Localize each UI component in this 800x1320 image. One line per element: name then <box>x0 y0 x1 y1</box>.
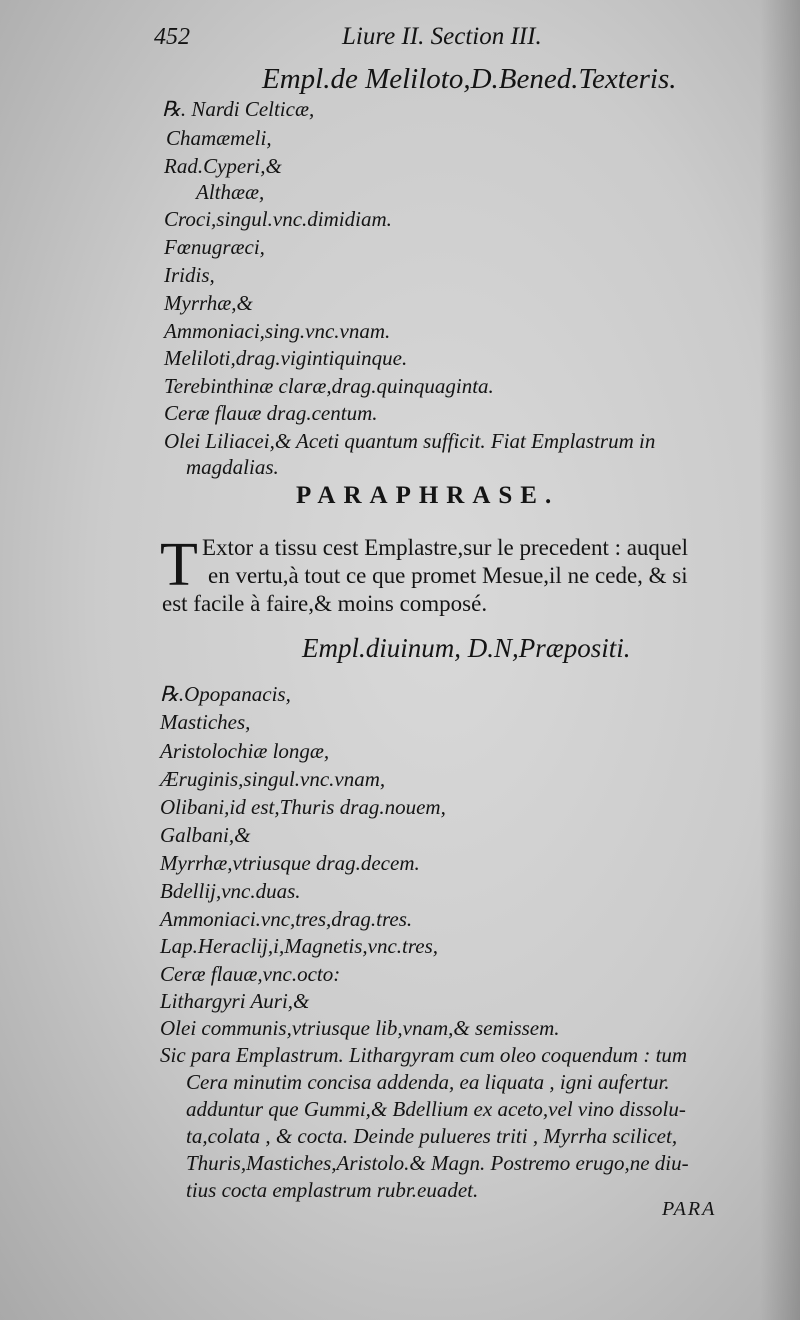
catchword: PARA <box>662 1198 717 1220</box>
recipe1-line: Meliloti,drag.vigintiquinque. <box>164 346 408 370</box>
recipe1-title: Empl.de Meliloto,D.Bened.Texteris. <box>262 63 677 95</box>
recipe1-line: Myrrhæ,& <box>164 291 253 315</box>
recipe1-line: magdalias. <box>186 455 279 479</box>
recipe1-line: Olei Liliacei,& Aceti quantum sufficit. Fiat Emplastrum in <box>164 429 656 453</box>
paraphrase-line: est facile à faire,& moins composé. <box>162 591 488 616</box>
page-number: 452 <box>154 24 190 50</box>
recipe1-line: Rad.Cyperi,& <box>164 154 282 178</box>
recipe2-line: Ceræ flauæ,vnc.octo: <box>160 962 341 986</box>
recipe2-line: Lithargyri Auri,& <box>160 989 310 1013</box>
recipe1-line: Ammoniaci,sing.vnc.vnam. <box>164 319 391 343</box>
paraphrase-line: en vertu,à tout ce que promet Mesue,il ne cede, & si <box>208 563 688 588</box>
paraphrase-line: Extor a tissu cest Emplastre,sur le precedent : auquel <box>202 535 689 560</box>
drop-cap: T <box>160 531 198 599</box>
recipe2-line: Ammoniaci.vnc,tres,drag.tres. <box>160 907 413 931</box>
recipe1-line: Chamæmeli, <box>166 126 272 150</box>
paraphrase-heading: PARAPHRASE. <box>296 482 560 509</box>
recipe2-line: Olei communis,vtriusque lib,vnam,& semissem. <box>160 1016 560 1040</box>
recipe2-line: Myrrhæ,vtriusque drag.decem. <box>160 851 420 875</box>
recipe2-line: Bdellij,vnc.duas. <box>160 879 301 903</box>
recipe1-line: ℞. Nardi Celticæ, <box>162 97 315 121</box>
recipe1-line: Ceræ flauæ drag.centum. <box>164 401 378 425</box>
recipe2-line: Mastiches, <box>160 710 251 734</box>
recipe2-line: Sic para Emplastrum. Lithargyram cum oleo coquendum : tum <box>160 1043 688 1067</box>
recipe2-line: Aristolochiæ longæ, <box>160 739 330 763</box>
recipe2-line: Cera minutim concisa addenda, ea liquata , igni aufertur. <box>186 1070 670 1094</box>
recipe2-line: ta,colata , & cocta. Deinde pulueres triti , Myrrha scilicet, <box>186 1124 678 1148</box>
recipe2-line: Thuris,Mastiches,Aristolo.& Magn. Postremo erugo,ne diu- <box>186 1151 689 1175</box>
running-title: Liure II. Section III. <box>342 23 542 50</box>
recipe2-line: Galbani,& <box>160 823 251 847</box>
recipe2-line: Lap.Heraclij,i,Magnetis,vnc.tres, <box>160 934 439 958</box>
page-edge-shadow <box>760 0 800 1320</box>
recipe2-title: Empl.diuinum, D.N,Præpositi. <box>302 633 631 663</box>
recipe1-line: Croci,singul.vnc.dimidiam. <box>164 207 392 231</box>
recipe2-line: ℞.Opopanacis, <box>160 682 291 706</box>
recipe2-line: Æruginis,singul.vnc.vnam, <box>160 767 386 791</box>
recipe1-line: Iridis, <box>164 263 215 287</box>
recipe1-line: Fœnugræci, <box>164 235 265 259</box>
recipe2-line: Olibani,id est,Thuris drag.nouem, <box>160 795 446 819</box>
recipe1-line: Althææ, <box>196 180 265 204</box>
recipe2-line: adduntur que Gummi,& Bdellium ex aceto,vel vino dissolu- <box>186 1097 686 1121</box>
recipe2-line: tius cocta emplastrum rubr.euadet. <box>186 1178 479 1202</box>
recipe1-line: Terebinthinæ claræ,drag.quinquaginta. <box>164 374 494 398</box>
